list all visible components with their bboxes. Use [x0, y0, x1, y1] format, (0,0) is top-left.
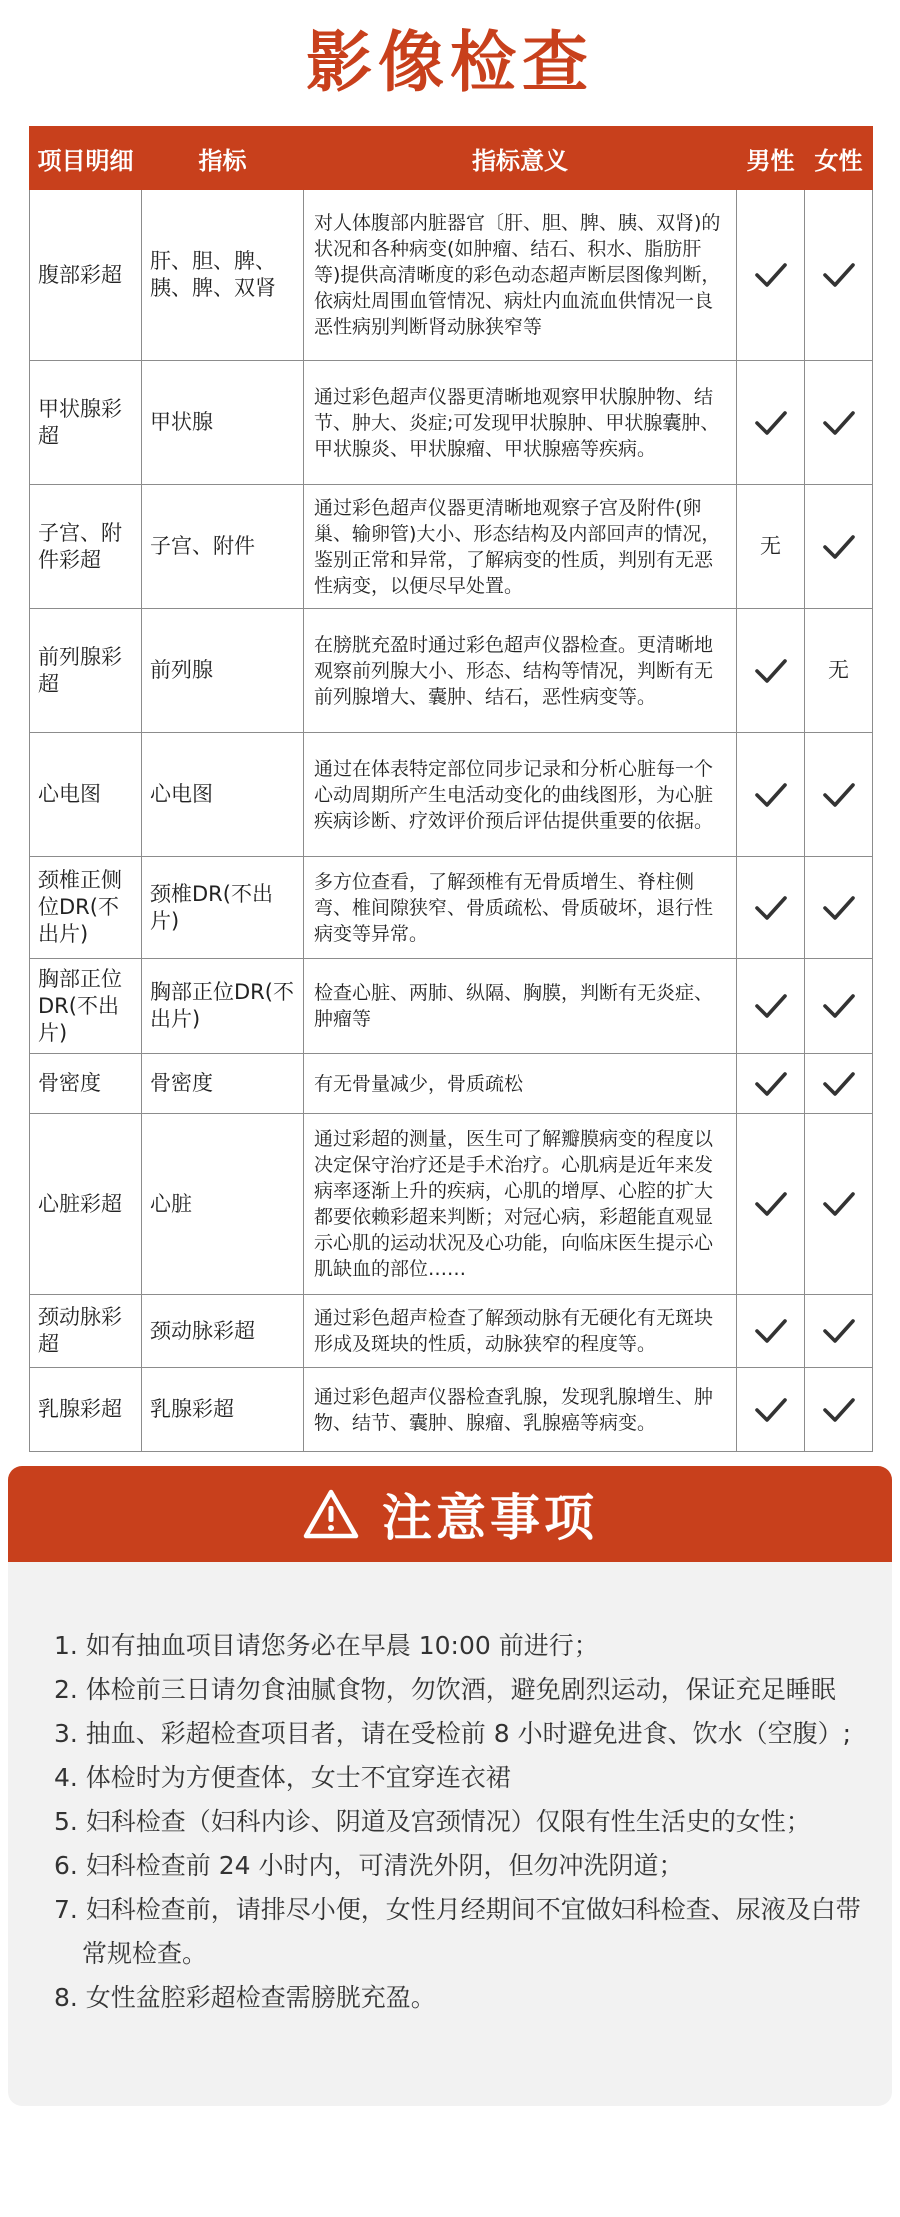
cell-item: 乳腺彩超	[30, 1368, 142, 1452]
notice-item: 6. 妇科检查前 24 小时内，可清洗外阴，但勿冲洗阴道；	[54, 1851, 684, 1880]
cell-indicator: 甲状腺	[142, 361, 304, 485]
cell-male	[737, 609, 805, 733]
cell-male	[737, 733, 805, 857]
table-row	[30, 857, 873, 959]
notice-item: 7. 妇科检查前，请排尽小便，女性月经期间不宜做妇科检查、尿液及白带常规检查。	[54, 1895, 861, 1968]
notice-list	[54, 1624, 874, 2020]
cell-meaning: 多方位查看，了解颈椎有无骨质增生、脊柱侧弯、椎间隙狭窄、骨质疏松、骨质破坏，退行性病变等异常。	[304, 857, 737, 959]
cell-meaning: 通过彩色超声仪器检查乳腺，发现乳腺增生、肿物、结节、囊肿、腺瘤、乳腺癌等病变。	[304, 1368, 737, 1452]
cell-indicator: 乳腺彩超	[142, 1368, 304, 1452]
check-icon	[737, 656, 804, 686]
cell-indicator: 前列腺	[142, 609, 304, 733]
cell-female	[805, 857, 873, 959]
cell-indicator: 心脏	[142, 1114, 304, 1295]
cell-item: 甲状腺彩超	[30, 361, 142, 485]
table-row	[30, 1295, 873, 1368]
check-icon	[737, 408, 804, 438]
check-icon	[805, 532, 872, 562]
check-icon	[805, 780, 872, 810]
exam-table	[29, 126, 873, 1452]
cell-male	[737, 1114, 805, 1295]
check-icon	[737, 780, 804, 810]
check-icon	[805, 1316, 872, 1346]
notice-item: 5. 妇科检查（妇科内诊、阴道及宫颈情况）仅限有性生活史的女性；	[54, 1807, 811, 1836]
cell-meaning: 通过彩超的测量，医生可了解瓣膜病变的程度以决定保守治疗还是手术治疗。心肌病是近年来发病率逐渐上升的疾病，心肌的增厚、心腔的扩大都要依赖彩超来判断；对冠心病，彩超能直观显示心肌的运动状况及心功能，向临床医生提示心肌缺血的部位……	[304, 1114, 737, 1295]
header-meaning: 指标意义	[304, 127, 737, 190]
check-icon	[737, 1316, 804, 1346]
cell-male	[737, 959, 805, 1054]
notice-item: 3. 抽血、彩超检查项目者，请在受检前 8 小时避免进食、饮水（空腹）;	[54, 1719, 852, 1748]
cell-indicator: 颈椎DR(不出片)	[142, 857, 304, 959]
notice-title: 注意事项	[382, 1489, 598, 1547]
cell-female	[805, 733, 873, 857]
cell-item: 心电图	[30, 733, 142, 857]
check-icon	[737, 260, 804, 290]
cell-indicator: 胸部正位DR(不出片)	[142, 959, 304, 1054]
check-icon	[805, 408, 872, 438]
cell-item: 骨密度	[30, 1054, 142, 1114]
table-row	[30, 959, 873, 1054]
check-icon	[805, 1395, 872, 1425]
cell-meaning: 在膀胱充盈时通过彩色超声仪器检查。更清晰地观察前列腺大小、形态、结构等情况，判断有无前列腺增大、囊肿、结石，恶性病变等。	[304, 609, 737, 733]
cell-meaning: 通过彩色超声检查了解颈动脉有无硬化有无斑块形成及斑块的性质，动脉狭窄的程度等。	[304, 1295, 737, 1368]
check-icon	[805, 991, 872, 1021]
cell-item: 胸部正位DR(不出片)	[30, 959, 142, 1054]
check-icon	[737, 893, 804, 923]
table-row	[30, 609, 873, 733]
cell-male: 无	[737, 485, 805, 609]
check-icon	[805, 893, 872, 923]
cell-item: 子宫、附件彩超	[30, 485, 142, 609]
check-icon	[737, 1189, 804, 1219]
cell-male	[737, 1054, 805, 1114]
table-header-row	[30, 127, 873, 190]
table-row	[30, 485, 873, 609]
cell-female: 无	[805, 609, 873, 733]
notice-card	[8, 1466, 892, 2106]
cell-female	[805, 959, 873, 1054]
notice-header	[8, 1466, 892, 1562]
table-row	[30, 1368, 873, 1452]
check-icon	[805, 1069, 872, 1099]
table-row	[30, 361, 873, 485]
header-female: 女性	[805, 127, 873, 190]
cell-male	[737, 1295, 805, 1368]
cell-item: 颈动脉彩超	[30, 1295, 142, 1368]
header-item: 项目明细	[30, 127, 142, 190]
cell-male	[737, 857, 805, 959]
check-icon	[805, 1189, 872, 1219]
cell-male	[737, 1368, 805, 1452]
warning-icon	[302, 1488, 360, 1540]
cell-item: 心脏彩超	[30, 1114, 142, 1295]
cell-female	[805, 190, 873, 361]
table-body	[30, 190, 873, 1452]
cell-female	[805, 1054, 873, 1114]
cell-meaning: 检查心脏、两肺、纵隔、胸膜，判断有无炎症、肿瘤等	[304, 959, 737, 1054]
cell-indicator: 子宫、附件	[142, 485, 304, 609]
notice-item: 8. 女性盆腔彩超检查需膀胱充盈。	[54, 1983, 436, 2012]
cell-female	[805, 361, 873, 485]
cell-item: 腹部彩超	[30, 190, 142, 361]
table-row	[30, 1114, 873, 1295]
cell-indicator: 颈动脉彩超	[142, 1295, 304, 1368]
header-indicator: 指标	[142, 127, 304, 190]
cell-item: 颈椎正侧位DR(不出片)	[30, 857, 142, 959]
cell-female	[805, 485, 873, 609]
cell-meaning: 有无骨量减少，骨质疏松	[304, 1054, 737, 1114]
cell-male	[737, 361, 805, 485]
cell-female	[805, 1295, 873, 1368]
cell-male	[737, 190, 805, 361]
check-icon	[737, 1395, 804, 1425]
cell-meaning: 通过彩色超声仪器更清晰地观察甲状腺肿物、结节、肿大、炎症;可发现甲状腺肿、甲状腺囊肿、甲状腺炎、甲状腺瘤、甲状腺癌等疾病。	[304, 361, 737, 485]
cell-item: 前列腺彩超	[30, 609, 142, 733]
page-title: 影像检查	[306, 24, 594, 101]
table-row	[30, 733, 873, 857]
check-icon	[737, 991, 804, 1021]
cell-female	[805, 1368, 873, 1452]
cell-indicator: 心电图	[142, 733, 304, 857]
cell-meaning: 对人体腹部内脏器官〔肝、胆、脾、胰、双肾)的状况和各种病变(如肿瘤、结石、积水、脂肪肝等)提供高清晰度的彩色动态超声断层图像判断，依病灶周围血管情况、病灶内血流血供情况一良恶性病别判断肾动脉狭窄等	[304, 190, 737, 361]
notice-item: 4. 体检时为方便查体，女士不宜穿连衣裙	[54, 1763, 511, 1792]
cell-indicator: 骨密度	[142, 1054, 304, 1114]
cell-female	[805, 1114, 873, 1295]
table-row	[30, 1054, 873, 1114]
notice-item: 2. 体检前三日请勿食油腻食物，勿饮酒，避免剧烈运动，保证充足睡眠	[54, 1675, 836, 1704]
cell-indicator: 肝、胆、脾、胰、脾、双肾	[142, 190, 304, 361]
check-icon	[805, 260, 872, 290]
cell-meaning: 通过彩色超声仪器更清晰地观察子宫及附件(卵巢、输卵管)大小、形态结构及内部回声的情况，鉴别正常和异常，了解病变的性质，判别有无恶性病变，以便尽早处置。	[304, 485, 737, 609]
table-row	[30, 190, 873, 361]
notice-item: 1. 如有抽血项目请您务必在早晨 10:00 前进行；	[54, 1631, 599, 1660]
header-male: 男性	[737, 127, 805, 190]
check-icon	[737, 1069, 804, 1099]
cell-meaning: 通过在体表特定部位同步记录和分析心脏每一个心动周期所产生电活动变化的曲线图形，为心脏疾病诊断、疗效评价预后评估提供重要的依据。	[304, 733, 737, 857]
